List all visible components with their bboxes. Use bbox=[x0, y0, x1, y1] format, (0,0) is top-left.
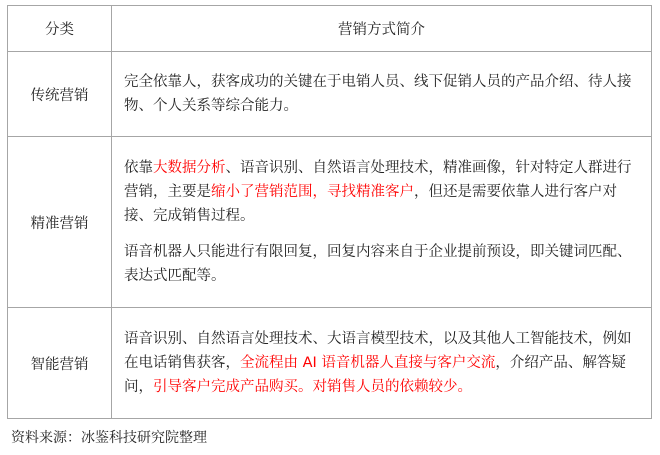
description-paragraph bbox=[124, 240, 641, 288]
highlighted-text: 缩小了营销范围，寻找精准客户 bbox=[211, 184, 414, 200]
row-description bbox=[112, 308, 652, 419]
description-paragraph bbox=[124, 70, 641, 118]
description-paragraph bbox=[124, 327, 641, 399]
description-content bbox=[112, 327, 651, 399]
row-description bbox=[112, 52, 652, 137]
source-note: 资料来源：冰鉴科技研究院整理 bbox=[11, 430, 207, 446]
highlighted-text: 全流程由 AI 语音机器人直接与客户交流 bbox=[240, 355, 496, 371]
header-description: 营销方式简介 bbox=[112, 6, 652, 52]
table-row bbox=[8, 52, 652, 137]
table-header-row bbox=[8, 6, 652, 52]
marketing-comparison-table bbox=[7, 5, 652, 419]
description-text: ，介绍产品、解答疑问， bbox=[124, 355, 626, 395]
row-category-intelligent: 智能营销 bbox=[8, 308, 112, 419]
table-row bbox=[8, 308, 652, 419]
description-text: 完全依靠人，获客成功的关键在于电销人员、线下促销人员的产品介绍、待人接物、个人关系等综合能力。 bbox=[124, 74, 632, 114]
description-content bbox=[112, 156, 651, 288]
row-category-precision: 精准营销 bbox=[8, 137, 112, 308]
highlighted-text: 大数据分析 bbox=[153, 160, 226, 176]
header-category: 分类 bbox=[8, 6, 112, 52]
description-text: ，但还是需要依靠人进行客户对接、完成销售过程。 bbox=[124, 184, 617, 224]
description-paragraph bbox=[124, 156, 641, 228]
description-text: 语音机器人只能进行有限回复，回复内容来自于企业提前预设，即关键词匹配、表达式匹配等。 bbox=[124, 244, 632, 284]
table-row bbox=[8, 137, 652, 308]
description-text: 、语音识别、自然语言处理技术，精准画像，针对特定人群进行营销，主要是 bbox=[124, 160, 632, 200]
description-text: 依靠 bbox=[124, 160, 153, 176]
description-text: 语音识别、自然语言处理技术、大语言模型技术，以及其他人工智能技术，例如在电话销售获客， bbox=[124, 331, 632, 371]
row-description bbox=[112, 137, 652, 308]
description-content bbox=[112, 70, 651, 118]
highlighted-text: 引导客户完成产品购买。对销售人员的依赖较少。 bbox=[153, 379, 472, 395]
row-category-traditional: 传统营销 bbox=[8, 52, 112, 137]
